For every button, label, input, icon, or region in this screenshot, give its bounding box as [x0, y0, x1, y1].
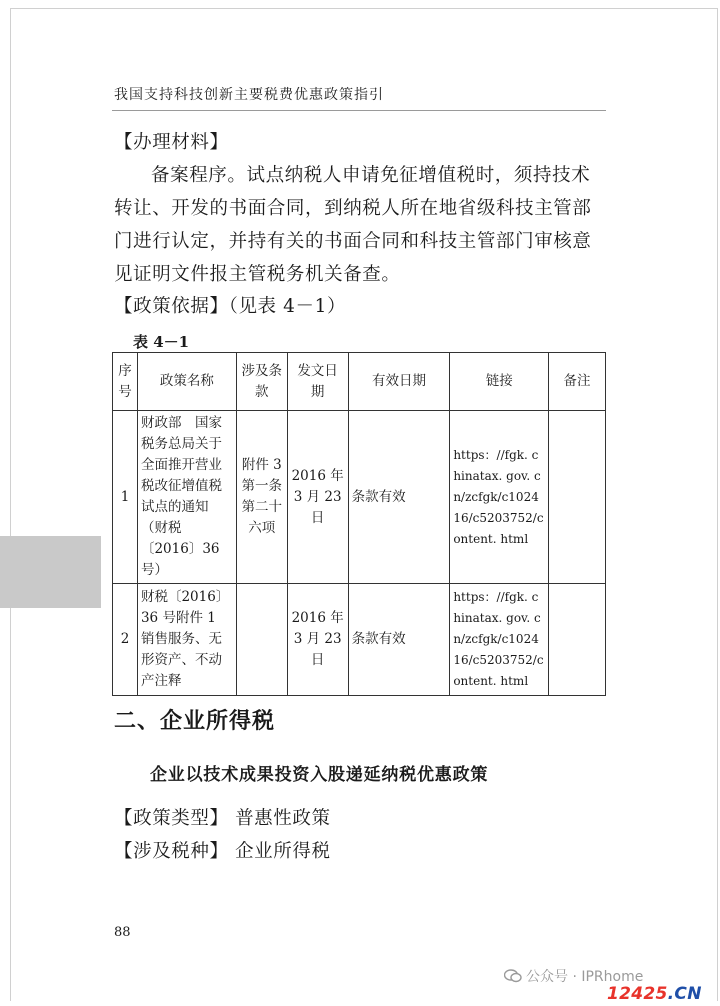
page-number: 88: [114, 925, 131, 940]
logo-domain: .CN: [667, 984, 702, 1004]
row-link[interactable]: https：//fgk. chinatax. gov. cn/zcfgk/c102416/c5203752/content. html: [450, 584, 549, 696]
wechat-account-label: 公众号 · IPRhome: [526, 969, 644, 985]
section-heading: 二、企业所得税: [114, 708, 276, 734]
row-remark: [549, 411, 606, 584]
row-date: 2016 年 3 月 23 日: [287, 411, 348, 584]
policy-basis: 【政策依据】（见表 4－1）: [114, 296, 347, 317]
header-validity: 有效日期: [348, 353, 450, 411]
header-link: 链接: [450, 353, 549, 411]
table-title: 表 4－1: [133, 333, 190, 351]
header-clause: 涉及条款: [236, 353, 287, 411]
table-row: [113, 411, 606, 584]
row-remark: [549, 584, 606, 696]
wechat-watermark: [504, 966, 643, 986]
header-name: 政策名称: [137, 353, 236, 411]
running-header: 我国支持科技创新主要税费优惠政策指引: [114, 87, 384, 103]
site-logo: [607, 984, 702, 1004]
policy-subheading: 企业以技术成果投资入股递延纳税优惠政策: [150, 765, 489, 785]
row-index: 1: [113, 411, 138, 584]
row-policy-name: 财税〔2016〕36 号附件 1 销售服务、无形资产、不动产注释: [137, 584, 236, 696]
tax-type-line: 【涉及税种】 企业所得税: [114, 841, 331, 862]
row-policy-name: 财政部 国家税务总局关于全面推开营业税改征增值税试点的通知（财税〔2016〕36 号）: [137, 411, 236, 584]
table-header-row: [113, 353, 606, 411]
materials-heading: 【办理材料】: [114, 132, 229, 153]
materials-body: 备案程序。试点纳税人申请免征增值税时，须持技术转让、开发的书面合同，到纳税人所在地省级科技主管部门进行认定，并持有关的书面合同和科技主管部门审核意见证明文件报主管税务机关备查。: [114, 165, 592, 285]
side-tab-marker: [0, 536, 101, 608]
policy-type-line: 【政策类型】 普惠性政策: [114, 808, 331, 829]
row-date: 2016 年 3 月 23 日: [287, 584, 348, 696]
policy-table: [112, 352, 606, 696]
row-validity: 条款有效: [348, 584, 450, 696]
header-index: 序号: [113, 353, 138, 411]
row-clause: 附件 3 第一条第二十六项: [236, 411, 287, 584]
row-validity: 条款有效: [348, 411, 450, 584]
row-link[interactable]: https：//fgk. chinatax. gov. cn/zcfgk/c102416/c5203752/content. html: [450, 411, 549, 584]
row-index: 2: [113, 584, 138, 696]
header-rule: [112, 110, 606, 111]
header-date: 发文日期: [287, 353, 348, 411]
row-clause: [236, 584, 287, 696]
logo-number: 12425: [607, 984, 668, 1004]
wechat-icon: [504, 969, 522, 983]
header-remark: 备注: [549, 353, 606, 411]
table-row: [113, 584, 606, 696]
